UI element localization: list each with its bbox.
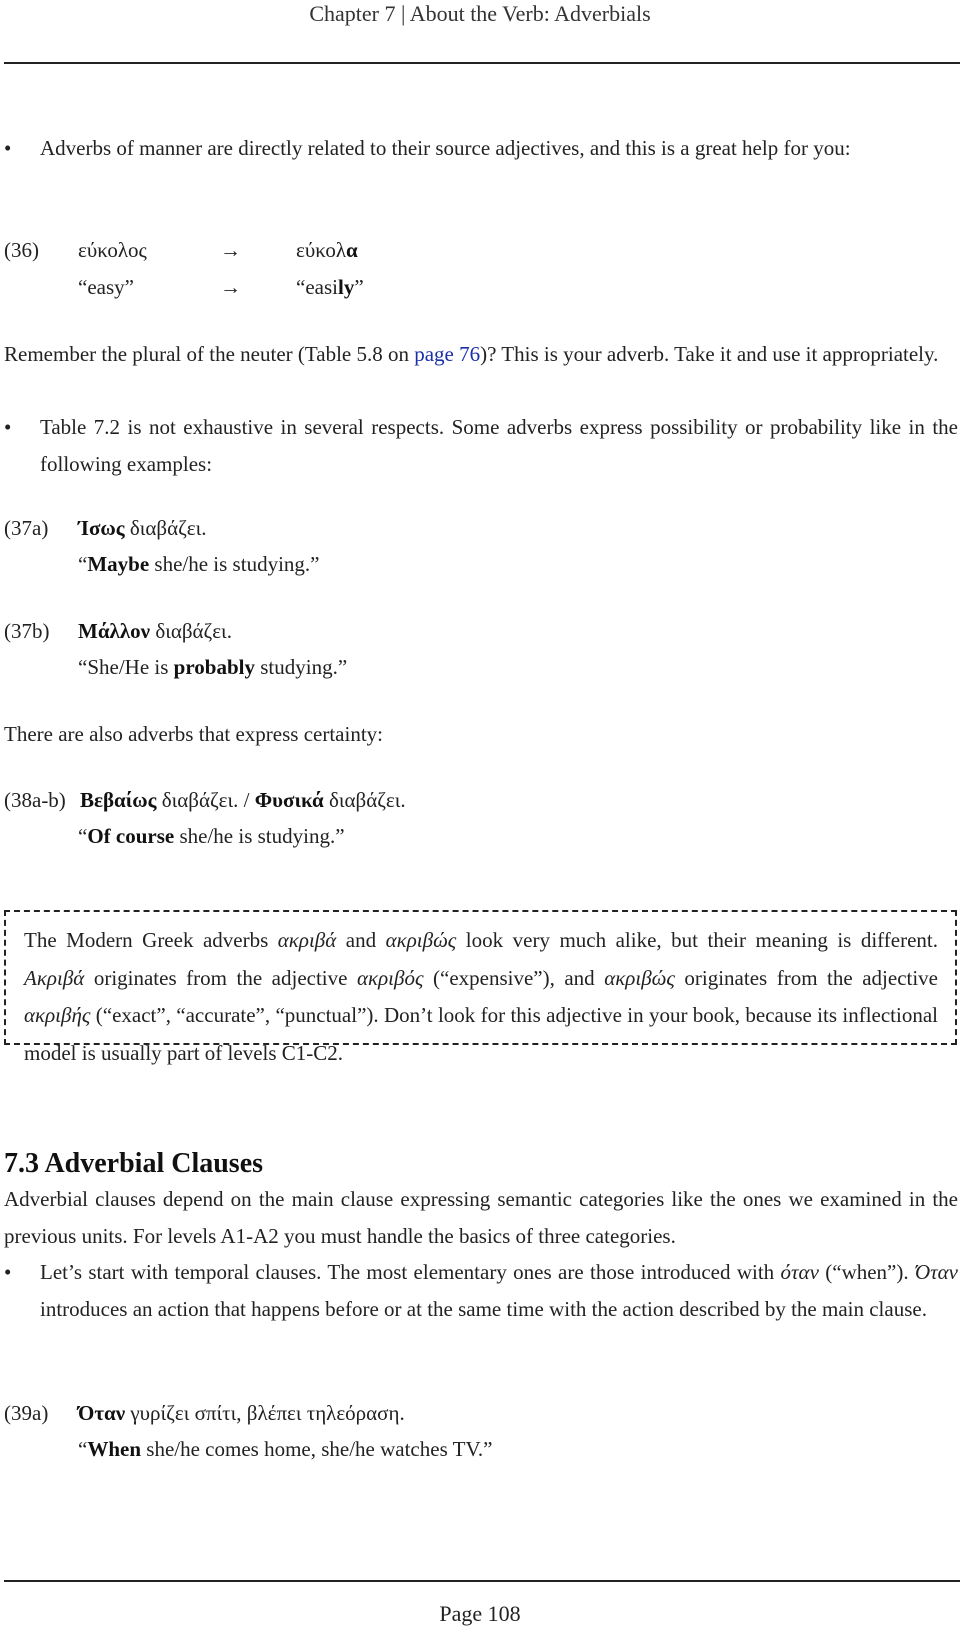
paragraph-adverbial-clauses: Adverbial clauses depend on the main clause expressing semantic categories like the ones we examined in the previous units. For levels A1-A2 you must handle the basics of three categories. [4,1187,958,1248]
arrow-icon: → [220,238,241,262]
greek-adverb-ending: α [346,238,358,262]
temporal-italic: όταν [780,1260,819,1284]
running-header: Chapter 7 | About the Verb: Adverbials [309,1,651,26]
note-italic: ακριβά [277,928,337,952]
greek-rest: διαβάζει. [323,788,406,812]
note-span: The Modern Greek adverbs [24,928,278,952]
arrow-icon: → [220,275,241,299]
page-number: Page 108 [439,1601,521,1626]
bullet-table-not-exhaustive: Table 7.2 is not exhaustive in several respects. Some adverbs express possibility or probability like in the following examples: [40,415,958,476]
paragraph-plural-neuter [4,336,958,373]
english-adverb-close: ” [354,275,364,299]
translation-rest: she/he is studying.” [149,552,320,576]
translation-rest: she/he comes home, she/he watches TV.” [141,1437,493,1461]
quote-open: “ [78,552,88,576]
plural-text-before: Remember the plural of the neuter (Table 5.8 on [4,342,415,366]
bold-translation: Of course [87,824,175,848]
bold-adverb: Ίσως [78,516,125,540]
paragraph-certainty: There are also adverbs that express certainty: [4,722,383,746]
example-37b-translation [78,649,347,686]
note-italic: Ακριβά [24,965,85,990]
note-span: (“exact”, “accurate”, “punctual”). Don’t look for this adjective in your book, because its inflectional model is usually part of levels C1-C2. [24,1003,938,1065]
greek-rest: διαβάζει. [124,516,207,540]
note-span: look very much alike, but their meaning is different. [456,928,938,952]
example-37a-greek [78,510,207,547]
translation-after: studying.” [254,655,348,679]
note-italic: ακριβώς [604,965,675,990]
example-number: (39a) [4,1401,49,1425]
page-76-link[interactable]: page 76 [414,342,481,366]
quote-open: “ [78,1437,88,1461]
english-adverb-stem: “easi [296,275,338,299]
header-rule [4,62,960,64]
temporal-italic: Όταν [914,1260,958,1284]
bold-translation: Maybe [87,552,150,576]
bold-adverb: Μάλλον [78,619,151,643]
greek-rest: γυρίζει σπίτι, βλέπει τηλεόραση. [125,1401,405,1425]
english-adverb-ending: ly [337,275,355,299]
temporal-span: Let’s start with temporal clauses. The most elementary ones are those introduced with [40,1260,781,1284]
quote-open: “ [78,824,88,848]
example-37a-translation [78,546,319,583]
bullet-adverbs-of-manner: Adverbs of manner are directly related to their source adjectives, and this is a great help for you: [40,136,851,160]
bold-adverb: Βεβαίως [80,788,157,812]
note-text [24,922,938,1072]
example-greek-adjective: εύκολος [78,238,147,262]
greek-rest: διαβάζει. [150,619,232,643]
bullet-marker: • [4,1260,12,1284]
bold-translation: When [87,1437,142,1461]
note-italic: ακριβός [356,965,424,990]
example-number: (37b) [4,619,50,643]
bold-adverb: Φυσικά [254,788,324,812]
note-span: originates from the adjective [84,965,357,990]
example-38-greek [80,782,406,819]
example-39a-translation [78,1431,492,1468]
greek-rest: διαβάζει. / [156,788,255,812]
example-number: (37a) [4,516,49,540]
temporal-span: introduces an action that happens before or at the same time with the action described by the main clause. [40,1297,927,1321]
footer-rule [4,1580,960,1582]
bullet-temporal-clauses [40,1254,958,1328]
plural-text-after: )? This is your adverb. Take it and use it appropriately. [480,342,939,366]
translation-before: “She/He is [78,655,174,679]
example-english-adjective: “easy” [78,275,134,299]
example-english-adverb [296,269,364,306]
note-span: originates from the adjective [674,965,939,990]
example-number: (36) [4,238,39,262]
example-37b-greek [78,613,232,650]
example-39a-greek [78,1395,405,1432]
translation-rest: she/he is studying.” [174,824,345,848]
example-38-translation [78,818,345,855]
temporal-span: (“when”). [818,1260,915,1284]
bold-adverb: Όταν [78,1401,126,1425]
bullet-marker: • [4,136,12,160]
note-italic: ακριβώς [385,928,457,952]
note-span: (“expensive”), and [423,965,605,990]
bold-translation: probably [173,655,255,679]
section-heading: 7.3 Adverbial Clauses [4,1148,264,1179]
example-greek-adverb [296,232,358,269]
greek-adverb-stem: εύκολ [296,238,347,262]
note-span: and [336,928,386,952]
note-italic: ακριβής [24,1003,91,1027]
bullet-marker: • [4,415,12,439]
example-number: (38a-b) [4,788,66,812]
